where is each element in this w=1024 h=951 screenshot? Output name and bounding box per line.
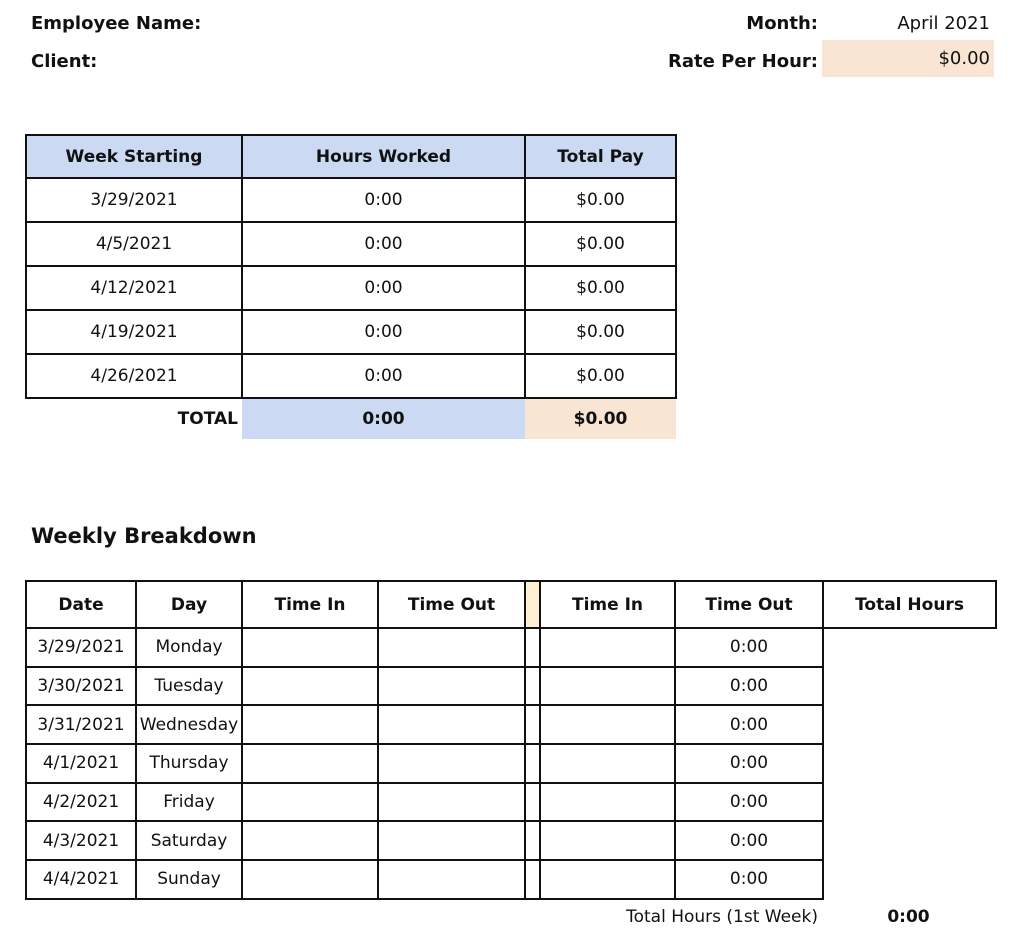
time-out-1-cell[interactable] bbox=[378, 667, 525, 706]
date-cell[interactable]: 3/29/2021 bbox=[26, 628, 136, 667]
date-cell[interactable]: 4/2/2021 bbox=[26, 783, 136, 822]
time-in-2-cell[interactable] bbox=[525, 860, 540, 899]
summary-row bbox=[26, 222, 676, 266]
client-label: Client: bbox=[31, 51, 98, 72]
summary-total-row bbox=[26, 398, 676, 439]
summary-row bbox=[26, 310, 676, 354]
week-starting-cell[interactable]: 4/12/2021 bbox=[26, 266, 242, 310]
time-out-2-cell[interactable] bbox=[540, 667, 675, 706]
column-header-date: Date bbox=[26, 581, 136, 628]
day-cell[interactable]: Saturday bbox=[136, 821, 242, 860]
column-header-week-starting: Week Starting bbox=[26, 135, 242, 178]
column-header-time-out-1: Time Out bbox=[378, 581, 525, 628]
column-header-hours-worked: Hours Worked bbox=[242, 135, 525, 178]
hours-worked-cell[interactable]: 0:00 bbox=[242, 178, 525, 222]
rate-per-hour-cell[interactable] bbox=[822, 40, 994, 77]
total-pay-cell[interactable]: $0.00 bbox=[525, 354, 676, 398]
total-pay-sum-cell[interactable]: $0.00 bbox=[525, 398, 676, 439]
weekly-breakdown-table bbox=[25, 580, 997, 900]
day-total-hours-cell[interactable]: 0:00 bbox=[675, 628, 823, 667]
week-starting-cell[interactable]: 4/5/2021 bbox=[26, 222, 242, 266]
week-total-hours-label: Total Hours (1st Week) bbox=[626, 907, 818, 927]
rate-per-hour-label: Rate Per Hour: bbox=[668, 51, 818, 72]
breakdown-row bbox=[26, 744, 996, 783]
time-out-2-cell[interactable] bbox=[540, 783, 675, 822]
time-out-1-cell[interactable] bbox=[378, 705, 525, 744]
summary-row bbox=[26, 354, 676, 398]
summary-row bbox=[26, 266, 676, 310]
day-total-hours-cell[interactable]: 0:00 bbox=[675, 667, 823, 706]
total-pay-cell[interactable]: $0.00 bbox=[525, 178, 676, 222]
hours-worked-cell[interactable]: 0:00 bbox=[242, 354, 525, 398]
summary-header-row bbox=[26, 135, 676, 178]
time-out-2-cell[interactable] bbox=[540, 821, 675, 860]
total-hours-cell[interactable]: 0:00 bbox=[242, 398, 525, 439]
time-in-1-cell[interactable] bbox=[242, 821, 378, 860]
monthly-summary-table bbox=[25, 134, 677, 439]
total-pay-cell[interactable]: $0.00 bbox=[525, 310, 676, 354]
time-out-1-cell[interactable] bbox=[378, 821, 525, 860]
date-cell[interactable]: 4/3/2021 bbox=[26, 821, 136, 860]
total-pay-cell[interactable]: $0.00 bbox=[525, 222, 676, 266]
day-cell[interactable]: Thursday bbox=[136, 744, 242, 783]
breakdown-row bbox=[26, 783, 996, 822]
time-in-1-cell[interactable] bbox=[242, 744, 378, 783]
breakdown-row bbox=[26, 821, 996, 860]
column-header-time-in-1: Time In bbox=[242, 581, 378, 628]
month-value[interactable]: April 2021 bbox=[897, 13, 990, 34]
week-starting-cell[interactable]: 4/19/2021 bbox=[26, 310, 242, 354]
day-cell[interactable]: Sunday bbox=[136, 860, 242, 899]
day-cell[interactable]: Tuesday bbox=[136, 667, 242, 706]
employee-name-label: Employee Name: bbox=[31, 13, 202, 34]
week-total-hours-value[interactable]: 0:00 bbox=[887, 907, 930, 927]
time-out-1-cell[interactable] bbox=[378, 860, 525, 899]
column-header-day: Day bbox=[136, 581, 242, 628]
date-cell[interactable]: 3/31/2021 bbox=[26, 705, 136, 744]
hours-worked-cell[interactable]: 0:00 bbox=[242, 310, 525, 354]
time-out-1-cell[interactable] bbox=[378, 744, 525, 783]
time-out-2-cell[interactable] bbox=[540, 628, 675, 667]
time-in-1-cell[interactable] bbox=[242, 667, 378, 706]
summary-row bbox=[26, 178, 676, 222]
time-out-1-cell[interactable] bbox=[378, 628, 525, 667]
total-label: TOTAL bbox=[26, 398, 242, 439]
time-in-1-cell[interactable] bbox=[242, 860, 378, 899]
day-cell[interactable]: Friday bbox=[136, 783, 242, 822]
time-out-2-cell[interactable] bbox=[540, 744, 675, 783]
breakdown-row bbox=[26, 705, 996, 744]
breakdown-row bbox=[26, 860, 996, 899]
time-out-2-cell[interactable] bbox=[540, 705, 675, 744]
column-header-total-hours: Total Hours bbox=[823, 581, 996, 628]
week-starting-cell[interactable]: 4/26/2021 bbox=[26, 354, 242, 398]
breakdown-row bbox=[26, 628, 996, 667]
day-total-hours-cell[interactable]: 0:00 bbox=[675, 860, 823, 899]
column-header-time-in-2: Time In bbox=[540, 581, 675, 628]
breakdown-row bbox=[26, 667, 996, 706]
time-in-1-cell[interactable] bbox=[242, 783, 378, 822]
weekly-breakdown-title: Weekly Breakdown bbox=[31, 524, 257, 548]
breakdown-header-row bbox=[26, 581, 996, 628]
time-out-1-cell[interactable] bbox=[378, 783, 525, 822]
shift-separator bbox=[525, 581, 540, 628]
time-in-2-cell[interactable] bbox=[525, 744, 540, 783]
day-total-hours-cell[interactable]: 0:00 bbox=[675, 783, 823, 822]
day-total-hours-cell[interactable]: 0:00 bbox=[675, 705, 823, 744]
hours-worked-cell[interactable]: 0:00 bbox=[242, 222, 525, 266]
date-cell[interactable]: 3/30/2021 bbox=[26, 667, 136, 706]
day-total-hours-cell[interactable]: 0:00 bbox=[675, 744, 823, 783]
time-in-2-cell[interactable] bbox=[525, 667, 540, 706]
total-pay-cell[interactable]: $0.00 bbox=[525, 266, 676, 310]
day-cell[interactable]: Wednesday bbox=[136, 705, 242, 744]
date-cell[interactable]: 4/1/2021 bbox=[26, 744, 136, 783]
time-in-2-cell[interactable] bbox=[525, 783, 540, 822]
time-in-2-cell[interactable] bbox=[525, 705, 540, 744]
week-starting-cell[interactable]: 3/29/2021 bbox=[26, 178, 242, 222]
time-in-1-cell[interactable] bbox=[242, 628, 378, 667]
time-in-2-cell[interactable] bbox=[525, 821, 540, 860]
time-out-2-cell[interactable] bbox=[540, 860, 675, 899]
column-header-total-pay: Total Pay bbox=[525, 135, 676, 178]
hours-worked-cell[interactable]: 0:00 bbox=[242, 266, 525, 310]
date-cell[interactable]: 4/4/2021 bbox=[26, 860, 136, 899]
day-cell[interactable]: Monday bbox=[136, 628, 242, 667]
time-in-1-cell[interactable] bbox=[242, 705, 378, 744]
month-label: Month: bbox=[746, 13, 818, 34]
column-header-time-out-2: Time Out bbox=[675, 581, 823, 628]
day-total-hours-cell[interactable]: 0:00 bbox=[675, 821, 823, 860]
time-in-2-cell[interactable] bbox=[525, 628, 540, 667]
rate-per-hour-value: $0.00 bbox=[938, 48, 990, 69]
